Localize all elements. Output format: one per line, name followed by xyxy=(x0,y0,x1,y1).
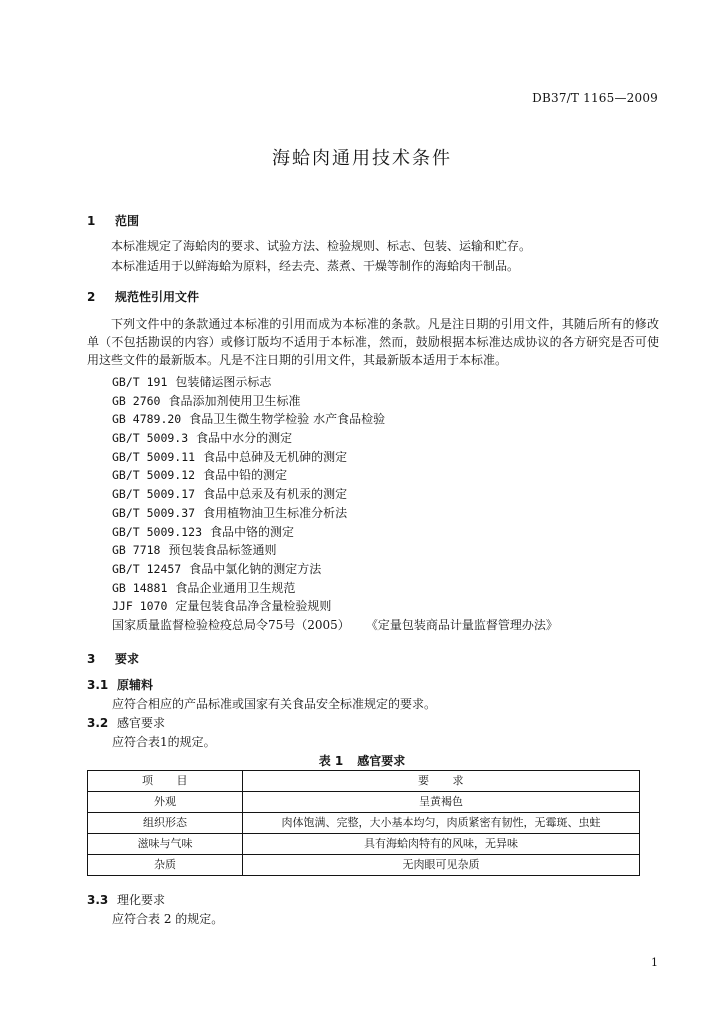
reference-title: 食品企业通用卫生规范 xyxy=(175,580,296,595)
table-header-requirement: 要 求 xyxy=(243,771,640,792)
reference-code: GB/T 5009.3 xyxy=(112,431,189,446)
subsection-3-1-text: 应符合相应的产品标准或国家有关食品安全标准规定的要求。 xyxy=(112,697,437,711)
subsection-3-3-title: 理化要求 xyxy=(117,893,166,907)
reference-title: 定量包装食品净含量检验规则 xyxy=(175,599,332,614)
reference-title: 食品中水分的测定 xyxy=(196,431,293,446)
reference-code: GB/T 5009.11 xyxy=(112,449,196,464)
reference-title: 食品中总汞及有机汞的测定 xyxy=(203,487,348,502)
section-2-number: 2 xyxy=(87,290,96,304)
subsection-3-3-number: 3.3 xyxy=(87,893,109,907)
reference-title: 包装储运图示标志 xyxy=(175,375,272,389)
table-1-caption xyxy=(0,752,724,770)
reference-title: 食用植物油卫生标准分析法 xyxy=(203,505,348,520)
subsection-3-1-heading xyxy=(87,676,153,694)
reference-title: 食品中总砷及无机砷的测定 xyxy=(203,449,348,464)
reference-item xyxy=(112,541,558,560)
reference-title: 食品中铅的测定 xyxy=(203,468,288,483)
reference-code: GB/T 5009.17 xyxy=(112,487,196,502)
reference-item xyxy=(112,410,558,429)
reference-item xyxy=(112,429,558,448)
table-cell-requirement: 肉体饱满、完整，大小基本均匀，肉质紧密有韧性，无霉斑、虫蛀 xyxy=(243,813,640,834)
reference-code: JJF 1070 xyxy=(112,599,168,614)
reference-item xyxy=(112,392,558,411)
reference-item xyxy=(112,597,558,616)
reference-item xyxy=(112,616,558,635)
subsection-3-2-heading xyxy=(87,714,165,732)
subsection-3-2-title: 感官要求 xyxy=(117,716,166,730)
reference-item xyxy=(112,448,558,467)
document-title: 海蛤肉通用技术条件 xyxy=(272,148,452,169)
standard-code: DB37/T 1165—2009 xyxy=(532,91,658,105)
reference-item xyxy=(112,523,558,542)
subsection-3-3-heading xyxy=(87,891,165,909)
subsection-3-3-text: 应符合表 2 的规定。 xyxy=(112,912,224,926)
table-cell-requirement: 呈黄褐色 xyxy=(243,792,640,813)
subsection-3-1-title: 原辅料 xyxy=(117,678,154,692)
table-1-label: 表 1 xyxy=(318,754,344,768)
section-3-number: 3 xyxy=(87,652,96,666)
reference-code: 国家质量监督检验检疫总局令75号（2005） xyxy=(112,617,350,632)
subsection-3-2-text: 应符合表1的规定。 xyxy=(112,735,216,749)
scope-paragraph-1: 本标准规定了海蛤肉的要求、试验方法、检验规则、标志、包装、运输和贮存。 xyxy=(111,239,532,253)
reference-code: GB/T 12457 xyxy=(112,561,182,576)
section-1-title: 范围 xyxy=(115,214,140,228)
reference-title: 食品添加剂使用卫生标准 xyxy=(168,393,301,408)
section-3-title: 要求 xyxy=(115,652,140,666)
reference-title: 《定量包装商品计量监督管理办法》 xyxy=(371,617,558,632)
reference-code: GB 4789.20 xyxy=(112,412,182,427)
scope-paragraph-2: 本标准适用于以鲜海蛤为原料，经去壳、蒸煮、干燥等制作的海蛤肉干制品。 xyxy=(111,259,520,273)
sensory-requirements-table xyxy=(87,770,640,876)
table-cell-item: 杂质 xyxy=(88,855,243,876)
reference-title: 食品中铬的测定 xyxy=(210,524,295,539)
section-2-title: 规范性引用文件 xyxy=(115,290,200,304)
normative-intro: 下列文件中的条款通过本标准的引用而成为本标准的条款。凡是注日期的引用文件，其随后所有的修改单（不包括勘误的内容）或修订版均不适用于本标准，然而，鼓励根据本标准达成协议的各方研究是否可使用这些文件的最新版本。凡是不注日期的引用文件，其最新版本适用于本标准。 xyxy=(87,317,659,367)
table-header-item: 项 目 xyxy=(88,771,243,792)
reference-item xyxy=(112,466,558,485)
table-cell-item: 组织形态 xyxy=(88,813,243,834)
reference-code: GB/T 191 xyxy=(112,375,168,389)
section-1-number: 1 xyxy=(87,214,96,228)
reference-item xyxy=(112,560,558,579)
table-header-row xyxy=(88,771,640,792)
reference-code: GB/T 5009.123 xyxy=(112,524,203,539)
reference-item xyxy=(112,579,558,598)
table-cell-item: 滋味与气味 xyxy=(88,834,243,855)
table-cell-item: 外观 xyxy=(88,792,243,813)
reference-list xyxy=(112,373,558,635)
reference-code: GB 7718 xyxy=(112,543,161,558)
table-cell-requirement: 具有海蛤肉特有的风味，无异味 xyxy=(243,834,640,855)
reference-code: GB/T 5009.37 xyxy=(112,505,196,520)
reference-item xyxy=(112,504,558,523)
subsection-3-2-number: 3.2 xyxy=(87,716,109,730)
reference-item xyxy=(112,373,558,392)
reference-code: GB 2760 xyxy=(112,393,161,408)
reference-title: 食品中氯化钠的测定方法 xyxy=(189,561,322,576)
section-1-heading xyxy=(87,212,139,230)
table-cell-requirement: 无肉眼可见杂质 xyxy=(243,855,640,876)
reference-item xyxy=(112,485,558,504)
table-row xyxy=(88,834,640,855)
section-3-heading xyxy=(87,650,139,668)
reference-code: GB/T 5009.12 xyxy=(112,468,196,483)
page-number: 1 xyxy=(651,956,658,969)
reference-code: GB 14881 xyxy=(112,580,168,595)
reference-title: 食品卫生微生物学检验 水产食品检验 xyxy=(189,412,386,427)
table-row xyxy=(88,813,640,834)
table-row xyxy=(88,792,640,813)
table-1-name: 感官要求 xyxy=(357,754,406,768)
table-row xyxy=(88,855,640,876)
section-2-heading xyxy=(87,288,199,306)
subsection-3-1-number: 3.1 xyxy=(87,678,109,692)
reference-title: 预包装食品标签通则 xyxy=(168,543,277,558)
